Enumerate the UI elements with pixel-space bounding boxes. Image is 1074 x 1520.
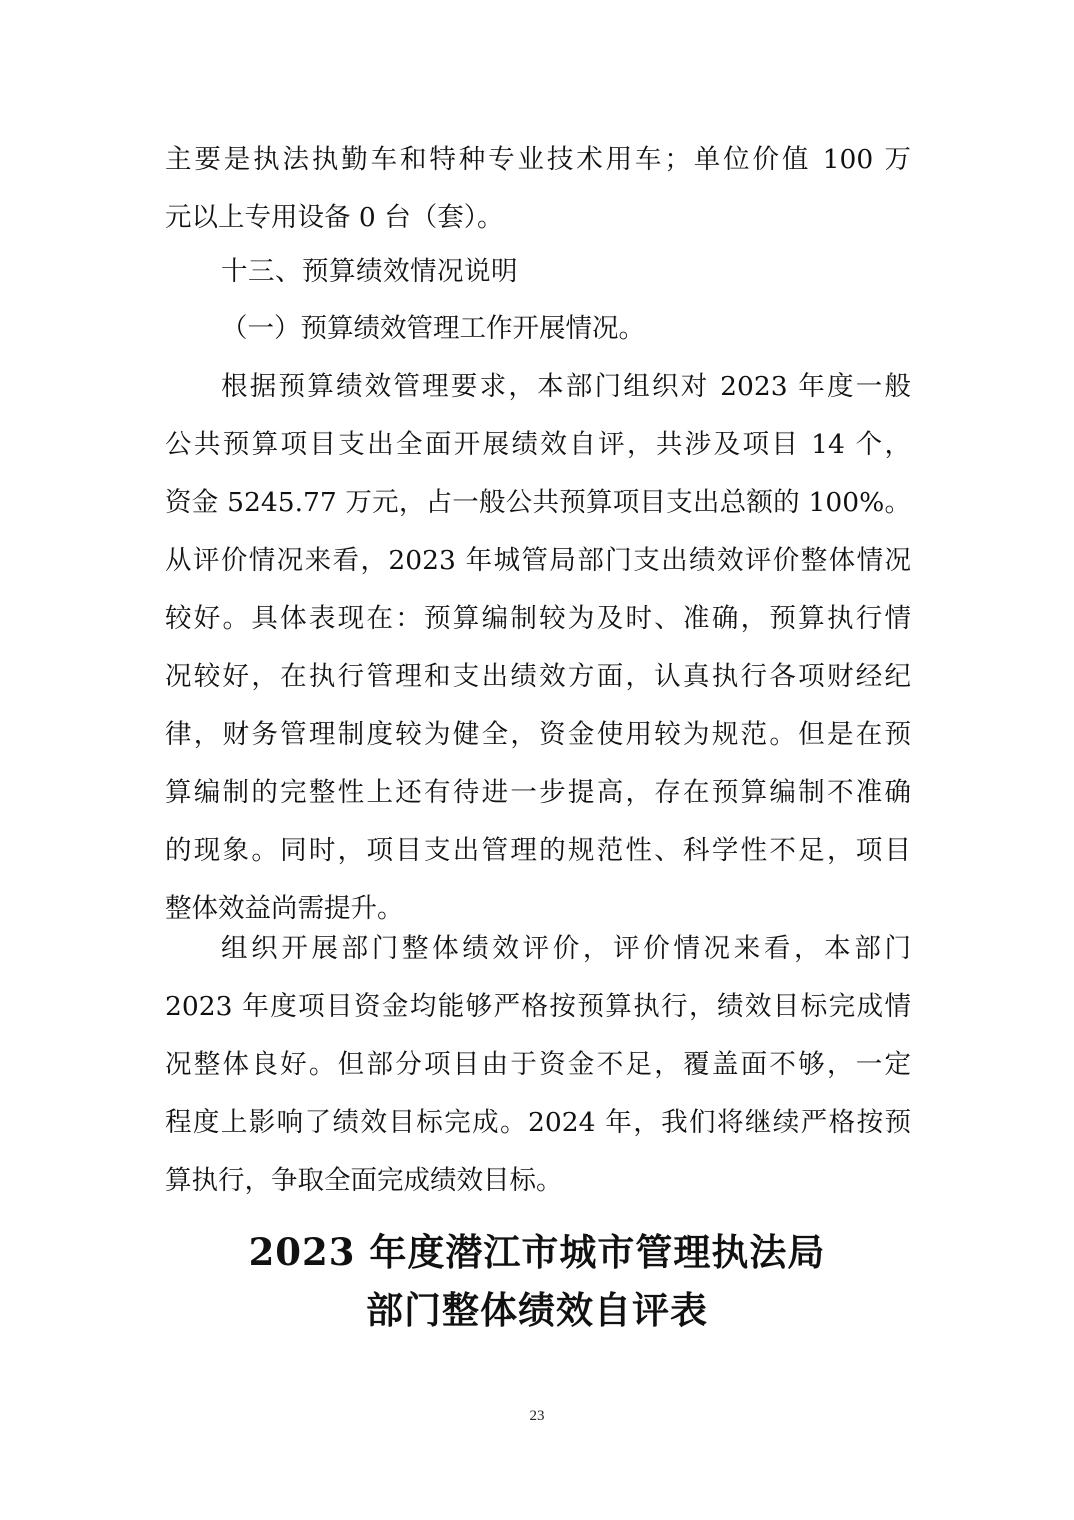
text-line: 况整体良好。但部分项目由于资金不足，覆盖面不够，一定 [165, 1049, 911, 1080]
text-line: 整体效益尚需提升。 [165, 893, 404, 924]
paragraph-performance-summary [165, 358, 911, 938]
subsection-heading-text: （一）预算绩效管理工作开展情况。 [221, 313, 645, 344]
text-line: 算执行，争取全面完成绩效目标。 [165, 1165, 563, 1196]
page-number: 23 [529, 1408, 545, 1424]
text-line: 资金 5245.77 万元，占一般公共预算项目支出总额的 100%。 [165, 487, 911, 518]
text-line: 2023 年度项目资金均能够严格按预算执行，绩效目标完成情 [165, 991, 911, 1022]
text-line: 根据预算绩效管理要求，本部门组织对 2023 年度一般 [221, 371, 911, 402]
self-evaluation-table-title [0, 1223, 1074, 1339]
section-heading-text: 十三、预算绩效情况说明 [221, 256, 518, 287]
text-line: 较好。具体表现在：预算编制较为及时、准确，预算执行情 [165, 603, 911, 634]
text-line: 从评价情况来看，2023 年城管局部门支出绩效评价整体情况 [165, 545, 911, 576]
title-line-2: 部门整体绩效自评表 [366, 1288, 708, 1332]
text-line: 公共预算项目支出全面开展绩效自评，共涉及项目 14 个， [165, 429, 911, 460]
text-line: 的现象。同时，项目支出管理的规范性、科学性不足，项目 [165, 835, 911, 866]
text-line: 律，财务管理制度较为健全，资金使用较为规范。但是在预 [165, 719, 911, 750]
continuation-paragraph [165, 131, 911, 247]
text-line: 况较好，在执行管理和支出绩效方面，认真执行各项财经纪 [165, 661, 911, 692]
subsection-heading [165, 300, 911, 358]
section-heading [165, 243, 911, 301]
text-line: 元以上专用设备 0 台（套）。 [165, 202, 504, 233]
text-line: 程度上影响了绩效目标完成。2024 年，我们将继续严格按预 [165, 1107, 911, 1138]
text-line: 算编制的完整性上还有待进一步提高，存在预算编制不准确 [165, 777, 911, 808]
text-line: 主要是执法执勤车和特种专业技术用车；单位价值 100 万 [165, 144, 911, 175]
title-line-1: 2023 年度潜江市城市管理执法局 [248, 1230, 826, 1274]
text-line: 组织开展部门整体绩效评价，评价情况来看，本部门 [221, 933, 911, 964]
paragraph-overall-evaluation [165, 920, 911, 1210]
